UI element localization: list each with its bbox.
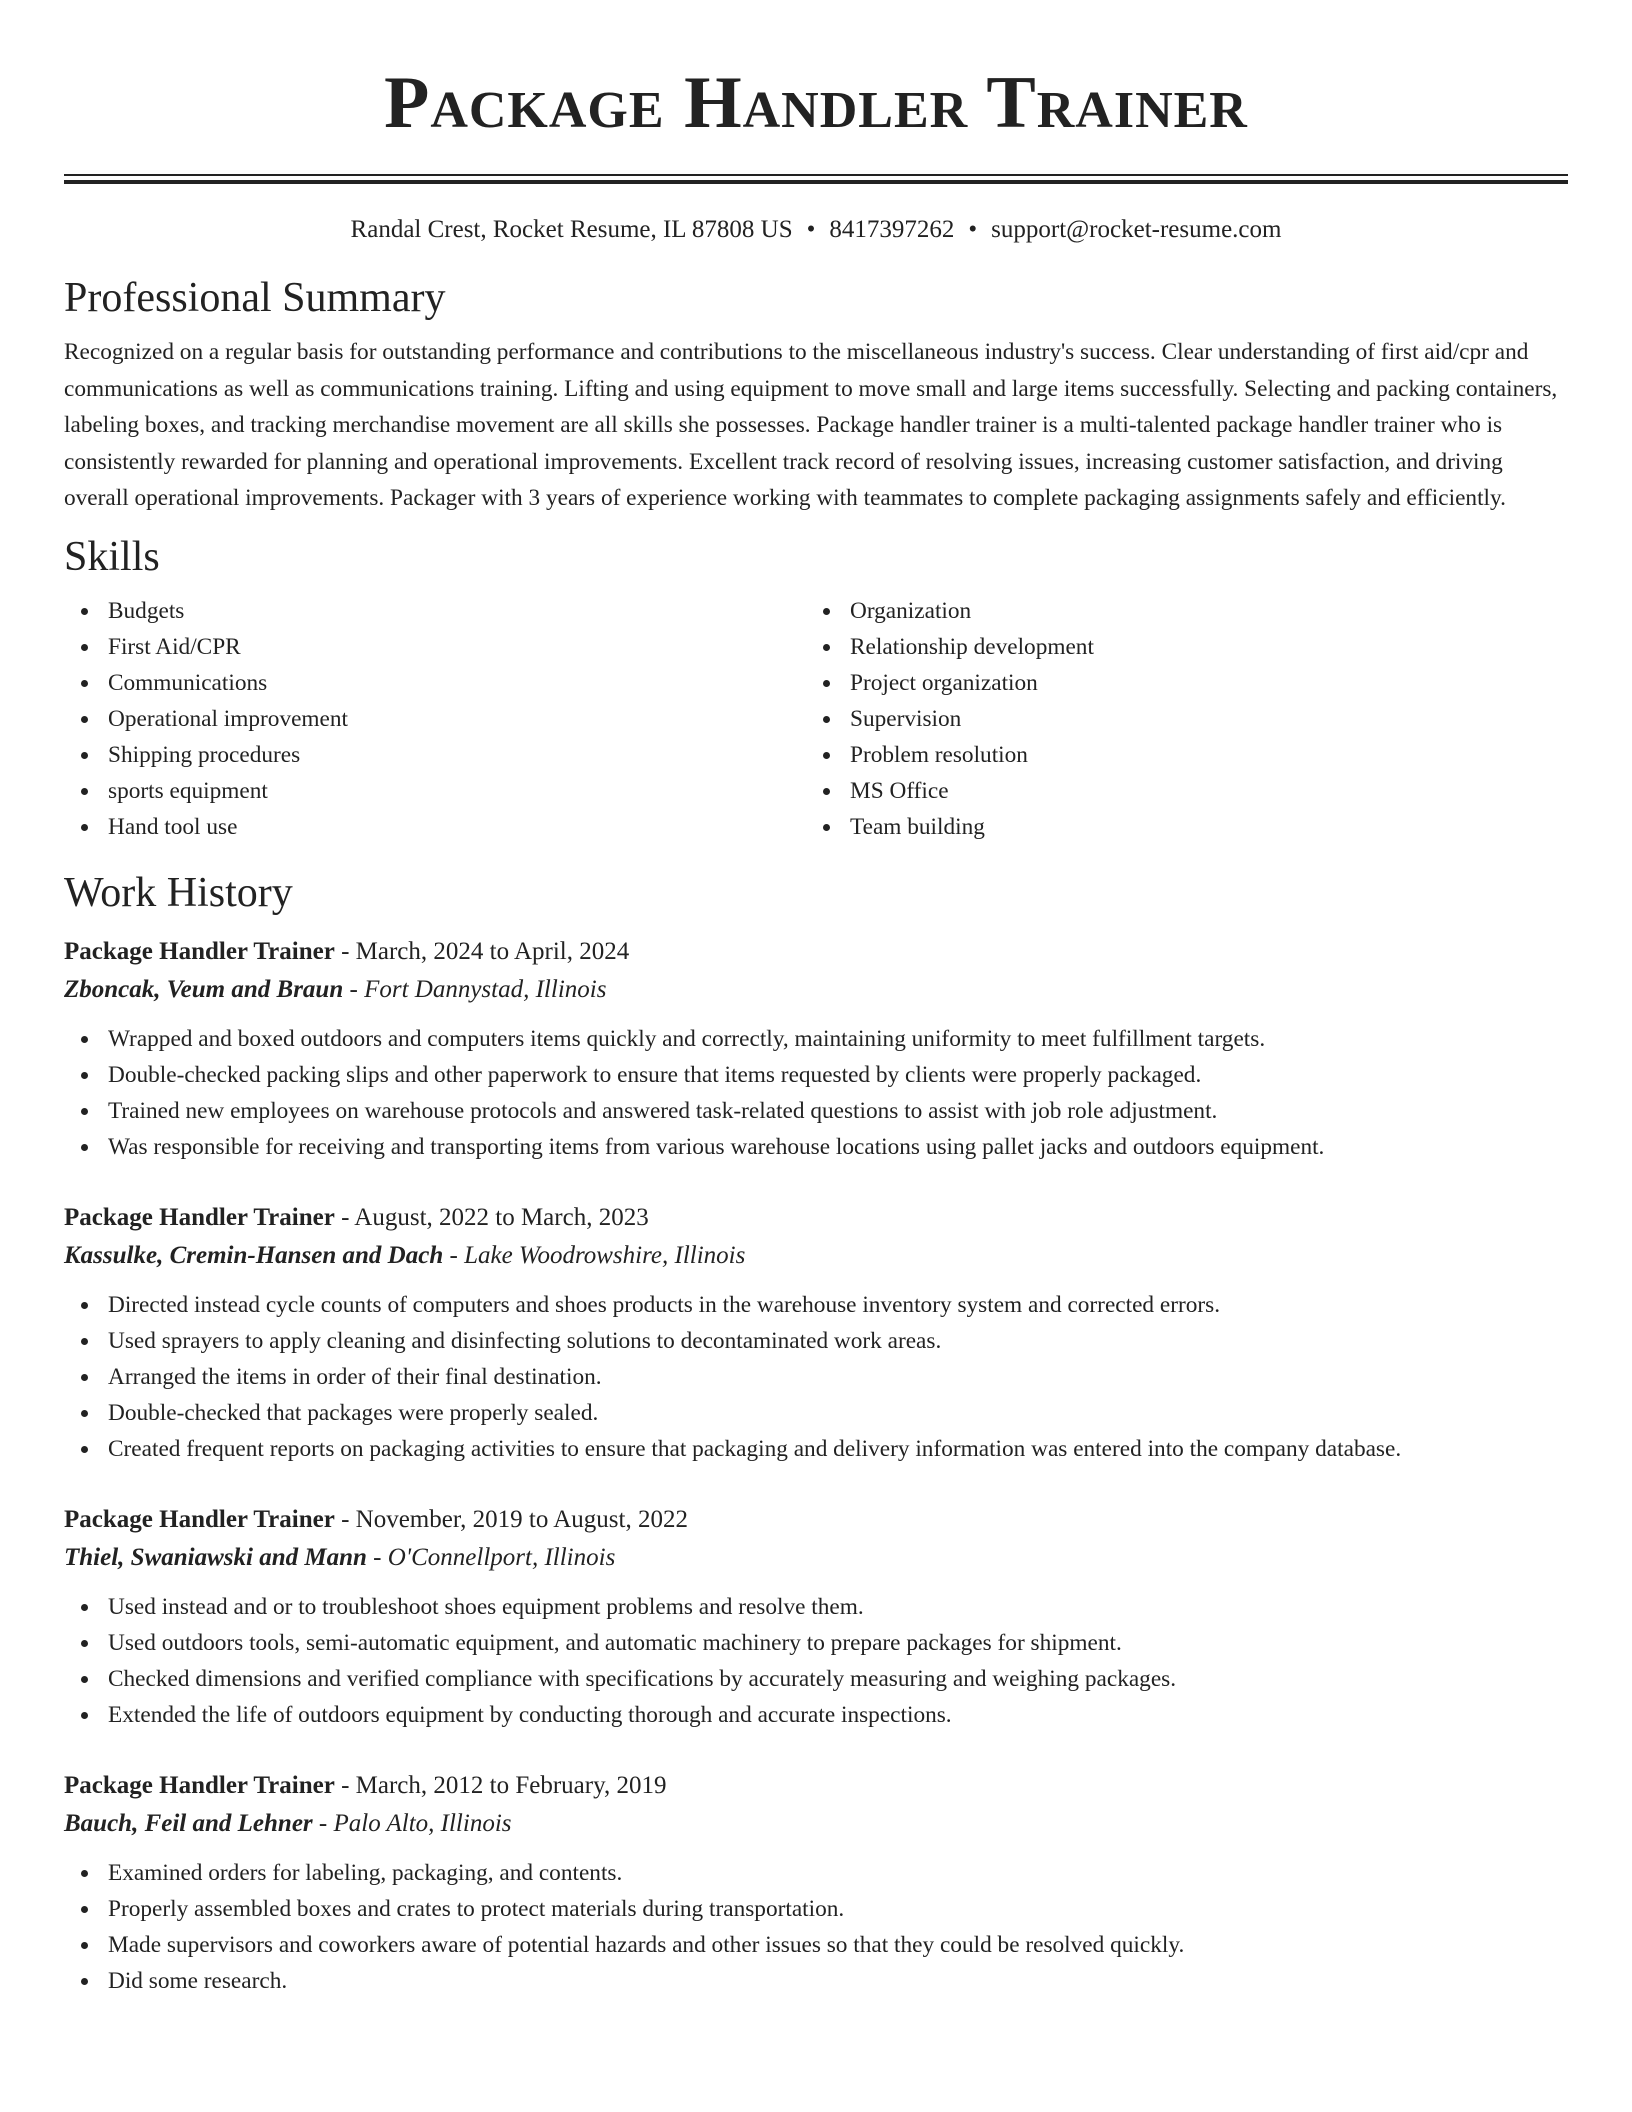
company-location: Lake Woodrowshire, Illinois (464, 1241, 746, 1269)
duty-item: Wrapped and boxed outdoors and computers items quickly and correctly, maintaining uniformity to meet fulfillment targets. (64, 1021, 1568, 1057)
duty-item: Arranged the items in order of their final destination. (64, 1359, 1568, 1395)
company-line: Bauch, Feil and Lehner - Palo Alto, Illinois (64, 1809, 512, 1837)
duty-item: Used outdoors tools, semi-automatic equipment, and automatic machinery to prepare packages for shipment. (64, 1625, 1568, 1661)
skills-column-left (64, 593, 806, 845)
company-name: Kassulke, Cremin-Hansen and Dach (64, 1241, 444, 1269)
duty-item: Used sprayers to apply cleaning and disinfecting solutions to decontaminated work areas. (64, 1323, 1568, 1359)
skill-item: Operational improvement (64, 701, 806, 737)
resume-page (64, 0, 1568, 1999)
skill-item: Hand tool use (64, 809, 806, 845)
skill-item: Budgets (64, 593, 806, 629)
contact-info (64, 214, 1568, 246)
job-duties (64, 1589, 1568, 1733)
contact-address: Randal Crest, Rocket Resume, IL 87808 US (350, 216, 793, 243)
company-location: Palo Alto, Illinois (333, 1809, 512, 1837)
skill-item: First Aid/CPR (64, 629, 806, 665)
duty-item: Extended the life of outdoors equipment by conducting thorough and accurate inspections. (64, 1697, 1568, 1733)
duty-item: Used instead and or to troubleshoot shoes equipment problems and resolve them. (64, 1589, 1568, 1625)
company-line: Kassulke, Cremin-Hansen and Dach - Lake Woodrowshire, Illinois (64, 1241, 746, 1269)
skills-list (64, 593, 1568, 845)
skill-item: Project organization (806, 665, 1548, 701)
duty-item: Did some research. (64, 1963, 1568, 1999)
contact-separator: • (968, 216, 978, 243)
job-entry (64, 1501, 1568, 1733)
duty-item: Examined orders for labeling, packaging, and contents. (64, 1855, 1568, 1891)
job-dates: August, 2022 to March, 2023 (354, 1203, 649, 1231)
duty-item: Checked dimensions and verified compliance with specifications by accurately measuring and weighing packages. (64, 1661, 1568, 1697)
skill-item: Relationship development (806, 629, 1548, 665)
company-line: Thiel, Swaniawski and Mann - O'Connellport, Illinois (64, 1543, 616, 1571)
company-location: Fort Dannystad, Illinois (364, 975, 607, 1003)
job-duties (64, 1855, 1568, 1999)
job-title: Package Handler Trainer (64, 937, 335, 965)
company-name: Thiel, Swaniawski and Mann (64, 1543, 367, 1571)
duty-item: Directed instead cycle counts of computers and shoes products in the warehouse inventory system and corrected errors. (64, 1287, 1568, 1323)
job-duties (64, 1287, 1568, 1467)
job-title: Package Handler Trainer (64, 1771, 335, 1799)
job-dates: March, 2024 to April, 2024 (355, 937, 630, 965)
company-name: Zboncak, Veum and Braun (64, 975, 344, 1003)
company-name: Bauch, Feil and Lehner (64, 1809, 313, 1837)
job-title: Package Handler Trainer (64, 1505, 335, 1533)
skill-item: Communications (64, 665, 806, 701)
skill-item: Supervision (806, 701, 1548, 737)
work-history-heading: Work History (64, 869, 293, 916)
duty-item: Made supervisors and coworkers aware of potential hazards and other issues so that they could be resolved quickly. (64, 1927, 1568, 1963)
job-title-line: Package Handler Trainer - November, 2019 to August, 2022 (64, 1505, 688, 1533)
skills-heading: Skills (64, 533, 160, 580)
duty-item: Double-checked packing slips and other paperwork to ensure that items requested by clients were properly packaged. (64, 1057, 1568, 1093)
duty-item: Double-checked that packages were properly sealed. (64, 1395, 1568, 1431)
header-divider (64, 174, 1568, 184)
job-title-line: Package Handler Trainer - March, 2024 to April, 2024 (64, 937, 630, 965)
job-entry (64, 1767, 1568, 1999)
job-dates: November, 2019 to August, 2022 (355, 1505, 688, 1533)
job-title-line: Package Handler Trainer - March, 2012 to February, 2019 (64, 1771, 667, 1799)
job-entry (64, 933, 1568, 1165)
job-entry (64, 1199, 1568, 1467)
skill-item: Organization (806, 593, 1548, 629)
duty-item: Properly assembled boxes and crates to protect materials during transportation. (64, 1891, 1568, 1927)
duty-item: Created frequent reports on packaging activities to ensure that packaging and delivery information was entered into the company database. (64, 1431, 1568, 1467)
contact-email: support@rocket-resume.com (991, 216, 1282, 243)
skill-item: Problem resolution (806, 737, 1548, 773)
company-location: O'Connellport, Illinois (387, 1543, 616, 1571)
job-duties (64, 1021, 1568, 1165)
contact-phone: 8417397262 (829, 216, 955, 243)
skill-item: sports equipment (64, 773, 806, 809)
job-title: Package Handler Trainer (64, 1203, 335, 1231)
job-title-line: Package Handler Trainer - August, 2022 to March, 2023 (64, 1203, 649, 1231)
candidate-name: Package Handler Trainer (384, 62, 1248, 144)
summary-text: Recognized on a regular basis for outstanding performance and contributions to the miscellaneous industry's success. Clear understanding of first aid/cpr and communications as well as communications training. Lifting and using equipment to move small and large items successfully. Selecting and packing containers, labeling boxes, and tracking merchandise movement are all skills she possesses. Package handler trainer is a multi-talented package handler trainer who is consistently rewarded for planning and operational improvements. Excellent track record of resolving issues, increasing customer satisfaction, and driving overall operational improvements. Packager with 3 years of experience working with teammates to complete packaging assignments safely and efficiently. (64, 339, 1558, 511)
skills-column-right (806, 593, 1548, 845)
skill-item: Team building (806, 809, 1548, 845)
skill-item: Shipping procedures (64, 737, 806, 773)
duty-item: Trained new employees on warehouse protocols and answered task-related questions to assist with job role adjustment. (64, 1093, 1568, 1129)
contact-separator: • (806, 216, 816, 243)
skill-item: MS Office (806, 773, 1548, 809)
job-dates: March, 2012 to February, 2019 (355, 1771, 667, 1799)
company-line: Zboncak, Veum and Braun - Fort Dannystad, Illinois (64, 975, 607, 1003)
duty-item: Was responsible for receiving and transporting items from various warehouse locations using pallet jacks and outdoors equipment. (64, 1129, 1568, 1165)
summary-heading: Professional Summary (64, 275, 446, 321)
